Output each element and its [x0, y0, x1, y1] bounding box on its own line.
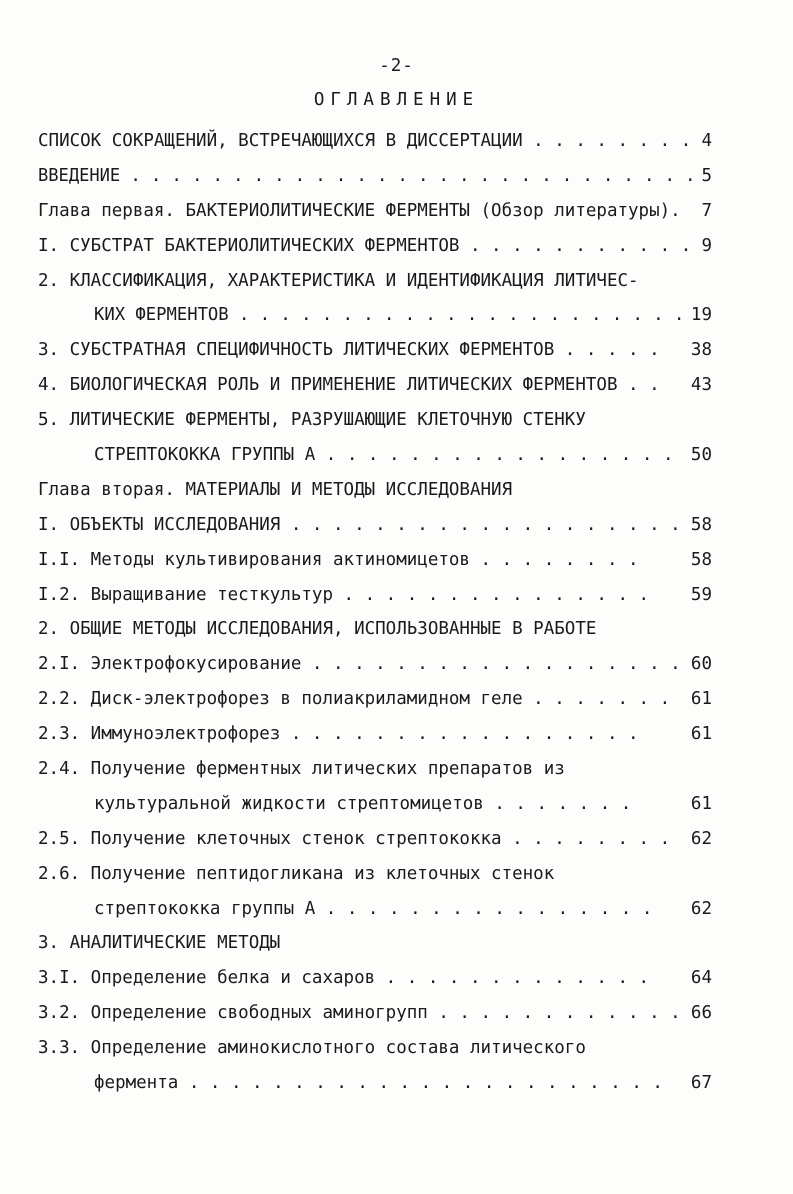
toc-entry: [38, 403, 712, 438]
toc-entry-page: 62: [690, 828, 712, 849]
toc-entry-text: I.I. Методы культивирования актиномицетов . . . . . . . .: [38, 549, 639, 570]
toc-entry-text: 2.4. Получение ферментных литических препаратов из: [38, 759, 565, 780]
toc-entry-page: 61: [690, 793, 712, 814]
toc-entry: [38, 612, 712, 647]
table-of-contents: [38, 124, 712, 1101]
toc-entry-text: 2.6. Получение пептидогликана из клеточных стенок: [38, 863, 555, 884]
toc-entry-page: 50: [690, 445, 712, 466]
toc-entry: [38, 647, 712, 682]
toc-entry-page: 43: [690, 375, 712, 396]
toc-entry-page: 66: [690, 1003, 712, 1024]
toc-entry-page: 9: [701, 235, 712, 256]
page-number: -2-: [379, 56, 414, 76]
toc-entry-page: 60: [690, 654, 712, 675]
toc-entry: [38, 194, 712, 229]
toc-entry: [38, 961, 712, 996]
toc-entry-text: 3.3. Определение аминокислотного состава литического: [38, 1038, 586, 1059]
toc-entry-text: 2.2. Диск-электрофорез в полиакриламидном геле . . . . . . .: [38, 689, 671, 710]
toc-entry-text: культуральной жидкости стрептомицетов . . . . . . .: [94, 793, 632, 814]
toc-entry: [38, 298, 712, 333]
toc-entry: [38, 264, 712, 299]
toc-entry: [38, 333, 712, 368]
toc-entry-page: 59: [690, 584, 712, 605]
toc-entry-page: 61: [690, 724, 712, 745]
toc-entry-page: 5: [701, 165, 712, 186]
toc-entry-page: 67: [690, 1073, 712, 1094]
toc-entry-text: 3. АНАЛИТИЧЕСКИЕ МЕТОДЫ: [38, 933, 281, 954]
toc-entry-text: Глава первая. БАКТЕРИОЛИТИЧЕСКИЕ ФЕРМЕНТЫ (Обзор литературы).: [38, 200, 681, 221]
toc-entry-page: 61: [690, 689, 712, 710]
toc-entry-text: 4. БИОЛОГИЧЕСКАЯ РОЛЬ И ПРИМЕНЕНИЕ ЛИТИЧЕСКИХ ФЕРМЕНТОВ . .: [38, 375, 660, 396]
toc-entry-text: 3.I. Определение белка и сахаров . . . . . . . . . . . . .: [38, 968, 650, 989]
toc-entry: [38, 159, 712, 194]
toc-entry-page: 38: [690, 340, 712, 361]
toc-entry-text: ВВЕДЕНИЕ . . . . . . . . . . . . . . . . . . . . . . . . . . . .: [38, 165, 696, 186]
toc-entry: [38, 1066, 712, 1101]
toc-entry: [38, 682, 712, 717]
toc-entry: [38, 368, 712, 403]
toc-entry-page: 58: [690, 514, 712, 535]
toc-entry: [38, 787, 712, 822]
toc-entry-text: 2.I. Электрофокусирование . . . . . . . . . . . . . . . . . .: [38, 654, 681, 675]
toc-entry: [38, 1031, 712, 1066]
toc-entry-text: I.2. Выращивание тесткультур . . . . . . . . . . . . . . .: [38, 584, 650, 605]
toc-entry: [38, 926, 712, 961]
toc-entry: [38, 438, 712, 473]
toc-entry-text: 3. СУБСТРАТНАЯ СПЕЦИФИЧНОСТЬ ЛИТИЧЕСКИХ ФЕРМЕНТОВ . . . . .: [38, 340, 660, 361]
toc-entry-text: КИХ ФЕРМЕНТОВ . . . . . . . . . . . . . . . . . . . . . .: [94, 305, 685, 326]
toc-entry: [38, 996, 712, 1031]
toc-entry-text: фермента . . . . . . . . . . . . . . . . . . . . . . .: [94, 1073, 663, 1094]
toc-entry: [38, 822, 712, 857]
toc-entry-text: 2. ОБЩИЕ МЕТОДЫ ИССЛЕДОВАНИЯ, ИСПОЛЬЗОВАННЫЕ В РАБОТЕ: [38, 619, 597, 640]
toc-entry-page: 4: [701, 131, 712, 151]
toc-entry-text: I. СУБСТРАТ БАКТЕРИОЛИТИЧЕСКИХ ФЕРМЕНТОВ . . . . . . . . . . .: [38, 235, 692, 256]
page-title: ОГЛАВЛЕНИЕ: [313, 90, 480, 110]
toc-entry-text: 3.2. Определение свободных аминогрупп . . . . . . . . . . . .: [38, 1003, 681, 1024]
toc-entry: [38, 857, 712, 892]
toc-entry-page: 7: [701, 200, 712, 221]
toc-entry-text: 2. КЛАССИФИКАЦИЯ, ХАРАКТЕРИСТИКА И ИДЕНТИФИКАЦИЯ ЛИТИЧЕС-: [38, 270, 639, 291]
toc-entry: [38, 578, 712, 613]
toc-entry-page: 58: [690, 549, 712, 570]
toc-entry: [38, 892, 712, 927]
toc-entry-page: 64: [690, 968, 712, 989]
toc-entry-text: СТРЕПТОКОККА ГРУППЫ А . . . . . . . . . . . . . . . . .: [94, 445, 674, 466]
toc-entry-text: 2.3. Иммуноэлектрофорез . . . . . . . . . . . . . . . . .: [38, 724, 639, 745]
toc-entry: [38, 229, 712, 264]
toc-entry-text: Глава вторая. МАТЕРИАЛЫ И МЕТОДЫ ИССЛЕДОВАНИЯ: [38, 479, 513, 500]
toc-entry-page: 62: [690, 898, 712, 919]
toc-entry: [38, 717, 712, 752]
toc-entry-text: стрептококка группы А . . . . . . . . . . . . . . . .: [94, 898, 653, 919]
toc-entry: [38, 543, 712, 578]
toc-entry: [38, 124, 712, 159]
toc-entry-text: СПИСОК СОКРАЩЕНИЙ, ВСТРЕЧАЮЩИХСЯ В ДИССЕРТАЦИИ . . . . . . . .: [38, 131, 692, 151]
toc-entry-page: 19: [690, 305, 712, 326]
toc-entry: [38, 508, 712, 543]
toc-entry: [38, 473, 712, 508]
toc-entry: [38, 752, 712, 787]
toc-entry-text: I. ОБЪЕКТЫ ИССЛЕДОВАНИЯ . . . . . . . . . . . . . . . . . . .: [38, 514, 681, 535]
toc-entry-text: 5. ЛИТИЧЕСКИЕ ФЕРМЕНТЫ, РАЗРУШАЮЩИЕ КЛЕТОЧНУЮ СТЕНКУ: [38, 410, 586, 431]
toc-entry-text: 2.5. Получение клеточных стенок стрептококка . . . . . . . .: [38, 828, 671, 849]
